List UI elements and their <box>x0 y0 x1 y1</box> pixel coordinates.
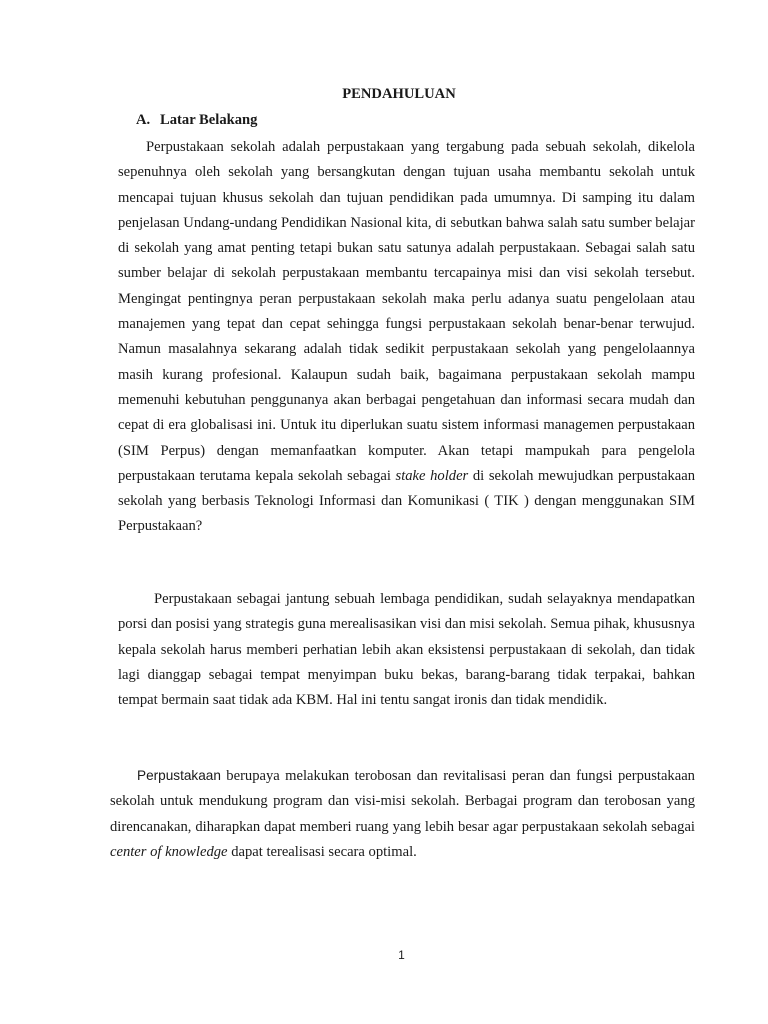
paragraph-3-text: berupaya melakukan terobosan dan revitalisasi peran dan fungsi perpustakaan sekolah untuk mendukung program dan visi-misi sekolah. Berbagai program dan terobosan yang direncanakan, diharapkan dapat memberi ruang yang lebih besar agar perpustakaan sekolah sebagai <box>110 768 695 835</box>
section-title: Latar Belakang <box>160 112 258 128</box>
paragraph-3 <box>110 763 695 865</box>
section-heading <box>136 112 257 129</box>
paragraph-1 <box>118 135 695 540</box>
page-number: 1 <box>398 948 405 962</box>
paragraph-1-text-end: di sekolah mewujudkan perpustakaan sekolah yang berbasis Teknologi Informasi dan Komunikasi ( TIK ) dengan menggunakan SIM Perpustakaan? <box>118 467 695 535</box>
paragraph-3-lead: Perpustakaan <box>137 768 221 783</box>
section-number: A. <box>136 112 151 128</box>
paragraph-3-italic: center of knowledge <box>110 843 228 860</box>
paragraph-3-text-end: dapat terealisasi secara optimal. <box>231 843 417 860</box>
paragraph-1-text: Perpustakaan sekolah adalah perpustakaan yang tergabung pada sebuah sekolah, dikelola sepenuhnya oleh sekolah yang bersangkutan dengan tujuan usaha membantu sekolah untuk mencapai tujuan khusus sekolah dan tujuan pendidikan pada umumnya. Di samping itu dalam penjelasan Undang-undang Pendidikan Nasional kita, di sebutkan bahwa salah satu sumber belajar di sekolah yang amat penting tetapi bukan satu satunya adalah perpustakaan. Sebagai salah satu sumber belajar di sekolah perpustakaan membantu tercapainya misi dan visi sekolah tersebut. Mengingat pentingnya peran perpustakaan sekolah maka perlu adanya suatu pengelolaan atau manajemen yang tepat dan cepat sehingga fungsi perpustakaan sekolah benar-benar terwujud. Namun masalahnya sekarang adalah tidak sedikit perpustakaan sekolah yang pengelolaannya masih kurang profesional. Kalaupun sudah baik, bagaimana perpustakaan sekolah mampu memenuhi kebutuhan penggunanya akan berbagai pengetahuan dan informasi secara mudah dan cepat di era globalisasi ini. Untuk itu diperlukan suatu sistem informasi managemen perpustakaan (SIM Perpus) dengan memanfaatkan komputer. Akan tetapi mampukah para pengelola perpustakaan terutama kepala sekolah sebagai <box>118 139 695 484</box>
paragraph-2: Perpustakaan sebagai jantung sebuah lembaga pendidikan, sudah selayaknya mendapatkan porsi dan posisi yang strategis guna merealisasikan visi dan misi sekolah. Semua pihak, khususnya kepala sekolah harus memberi perhatian lebih akan eksistensi perpustakaan di sekolah, dan tidak lagi dianggap sebagai tempat menyimpan buku bekas, barang-barang tidak terpakai, bahkan tempat bermain saat tidak ada KBM. Hal ini tentu sangat ironis dan tidak mendidik. <box>118 591 695 709</box>
paragraph-1-italic: stake holder <box>395 467 469 484</box>
document-title: PENDAHULUAN <box>342 86 456 102</box>
